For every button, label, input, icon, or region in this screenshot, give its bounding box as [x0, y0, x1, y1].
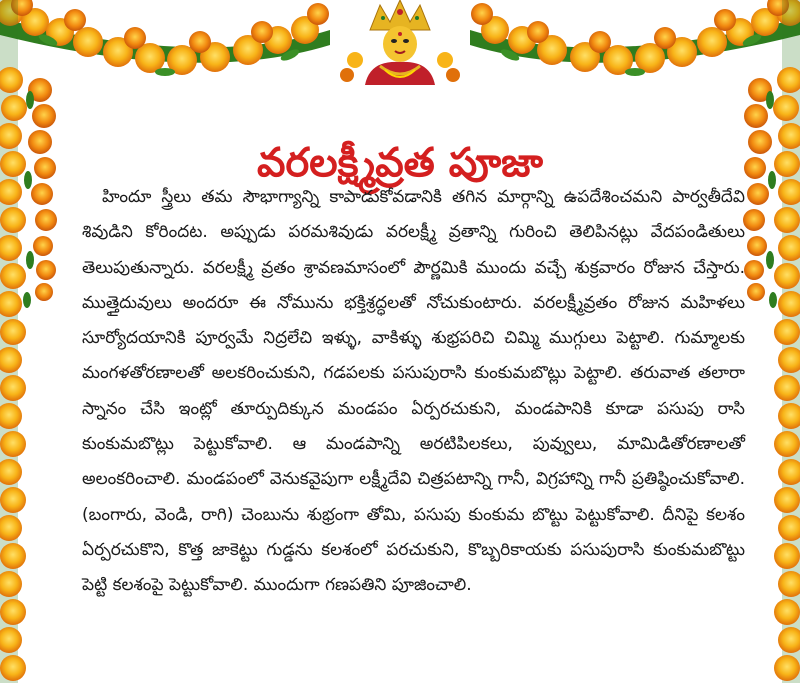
left-garland-icon: [0, 0, 70, 683]
page-title: వరలక్ష్మీవ్రత పూజా: [257, 139, 543, 186]
article-paragraph: హిందూ స్త్రీలు తమ సౌభాగ్యాన్ని కాపాడుకోవడానికి తగిన మార్గాన్ని ఉపదేశించమని పార్వతీదేవి శివుడిని కోరిందట. అప్పుడు పరమశివుడు వరలక్ష్మీ వ్రతాన్ని గురించి తెలిపినట్లు వేదపండితులు తెలుపుతున్నారు. వరలక్ష్మీ వ్రతం శ్రావణమాసంలో పౌర్ణమికి ముందు వచ్చే శుక్రవారం రోజున చేస్తారు. ముత్తైదువులు అందరూ ఈ నోమును భక్తిశ్రద్ధలతో నోచుకుంటారు. వరలక్ష్మీవ్రతం రోజున మహిళలు సూర్యోదయానికి పూర్వమే నిద్రలేచి ఇళ్ళు, వాకిళ్ళు శుభ్రపరిచి చిమ్మి ముగ్గులు పెట్టాలి. గుమ్మాలకు మంగళతోరణాలతో అలకరించుకుని, గడపలకు పసుపురాసి కుంకుమబొట్లు పెట్టాలి. తరువాత తలారా స్నానం చేసి ఇంట్లో తూర్పుదిక్కున మండపం ఏర్పరచుకుని, మండపానికి కూడా పసుపు రాసి కుంకుమబొట్లు పెట్టుకోవాలి. ఆ మండపాన్ని అరటిపిలకలు, పువ్వులు, మామిడితోరణాలతో అలంకరించాలి. మండపంలో వెనుకవైపుగా లక్ష్మీదేవి చిత్రపటాన్ని గానీ, విగ్రహాన్ని గానీ ప్రతిష్ఠించుకోవాలి. (బంగారు, వెండి, రాగి) చెంబును శుభ్రంగా తోమి, పసుపు కుంకుమ బొట్టు పెట్టుకోవాలి. దీనిపై కలశం ఏర్పరచుకొని, కొత్త జాకెట్టు గుడ్డను కలశంలో పరచుకుని, కొబ్బరికాయకు పసుపురాసి కుంకుమబొట్టు పెట్టి కలశంపై పెట్టుకోవాలి. ముందుగా గణపతిని పూజించాలి.: [82, 187, 745, 596]
article-body: [82, 180, 745, 604]
goddess-lakshmi-icon: [325, 0, 475, 85]
